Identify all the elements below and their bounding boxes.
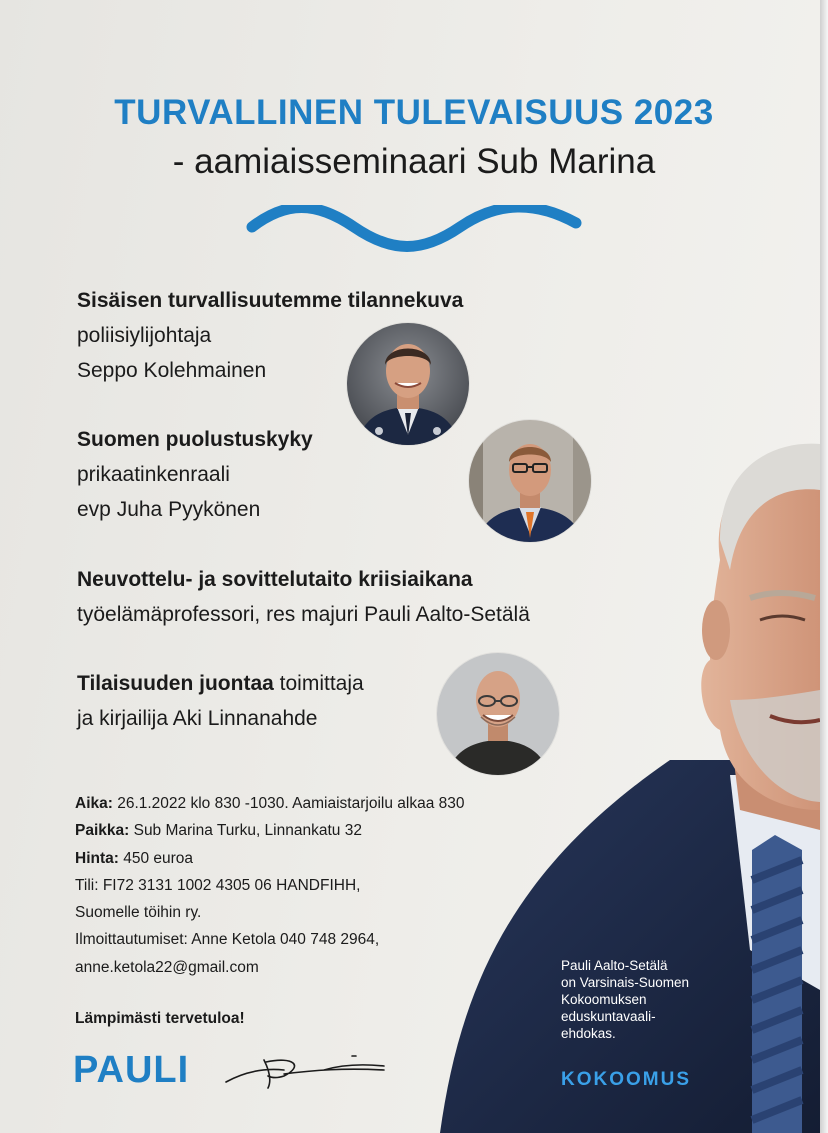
bank-account: Tili: FI72 3131 1002 4305 06 HANDFIHH, [75, 876, 361, 894]
event-details [75, 790, 464, 981]
session-2-heading: Suomen puolustuskyky [77, 428, 313, 451]
registration: Ilmoittautumiset: Anne Ketola 040 748 2964, [75, 931, 380, 949]
kokoomus-logo: KOKOOMUS [561, 1069, 691, 1090]
speaker-portrait-icon [347, 323, 469, 445]
session-4-role: toimittaja [273, 672, 364, 695]
price-label: Hinta: [75, 849, 119, 867]
event-title: TURVALLINEN TULEVAISUUS 2023 [114, 93, 714, 132]
session-4 [77, 666, 364, 736]
price-value: 450 euroa [118, 849, 194, 867]
place-value: Sub Marina Turku, Linnankatu 32 [129, 822, 362, 840]
pauli-logo: PAULI [73, 1049, 190, 1091]
event-subtitle: - aamiaisseminaari Sub Marina [172, 142, 656, 181]
session-2-role: prikaatinkenraali [77, 463, 230, 486]
session-3-speaker: työelämäprofessori, res majuri Pauli Aalto-Setälä [77, 603, 530, 626]
page-edge [820, 0, 828, 1133]
email: anne.ketola22@gmail.com [75, 958, 259, 976]
candidate-note [561, 957, 731, 1042]
session-3-heading: Neuvottelu- ja sovittelutaito kriisiaikana [77, 568, 473, 591]
candidate-line: Kokoomuksen [561, 992, 647, 1007]
session-1-heading: Sisäisen turvallisuutemme tilannekuva [77, 289, 464, 312]
signature-icon [224, 1050, 388, 1090]
candidate-line: Pauli Aalto-Setälä [561, 958, 668, 973]
candidate-line: ehdokas. [561, 1026, 616, 1041]
candidate-line: on Varsinais-Suomen [561, 975, 690, 990]
session-2 [77, 422, 313, 527]
welcome-text: Lämpimästi tervetuloa! [75, 1010, 245, 1027]
candidate-line: eduskuntavaali- [561, 1009, 656, 1024]
organization: Suomelle töihin ry. [75, 904, 202, 922]
place-label: Paikka: [75, 822, 130, 840]
session-4-speaker: ja kirjailija Aki Linnanahde [77, 707, 318, 730]
time-label: Aika: [75, 795, 113, 812]
session-4-heading: Tilaisuuden juontaa [77, 672, 274, 695]
session-1-role: poliisiylijohtaja [77, 324, 212, 347]
time-value: 26.1.2022 klo 830 -1030. Aamiaistarjoilu alkaa 830 [112, 795, 465, 812]
wave-icon [246, 205, 582, 255]
session-1-speaker: Seppo Kolehmainen [77, 359, 267, 382]
session-2-speaker: evp Juha Pyykönen [77, 498, 261, 521]
